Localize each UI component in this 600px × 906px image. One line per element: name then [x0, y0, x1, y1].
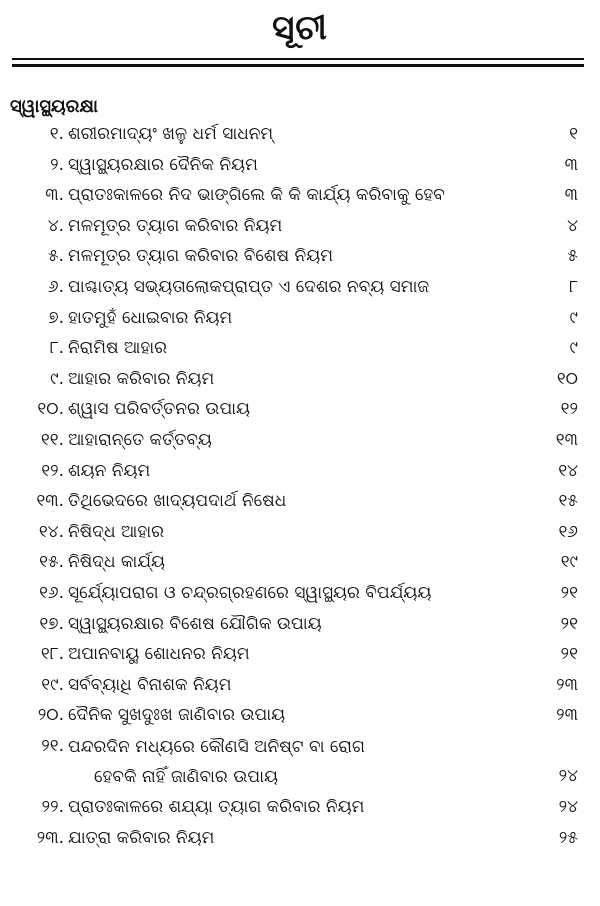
page-title: ସୂଚୀ [272, 8, 328, 48]
toc-entry-number: ୧୭. [39, 613, 64, 634]
toc-entry-page: ୧୦ [556, 368, 578, 389]
toc-entry-number: ୧୦. [37, 399, 64, 420]
toc-entry-page: ୧୩ [555, 429, 578, 450]
toc-entry-page: ୩ [564, 185, 578, 206]
toc-entry-page: ୪ [567, 215, 578, 236]
toc-entry [0, 671, 600, 702]
toc-entry-title: ନିଷିଦ୍ଧ ଆହାର [68, 521, 164, 542]
toc-entry-page: ୧୨ [560, 399, 578, 420]
toc-entry-number: ୮. [49, 338, 64, 359]
toc-entry-title: ନିଷିଦ୍ଧ କାର୍ଯ୍ୟ [68, 552, 166, 573]
toc-entry-number: ୨୦. [37, 705, 64, 726]
toc-entry-number: ୬. [47, 276, 64, 297]
toc-entry-page: ୩ [564, 154, 578, 175]
toc-entry [0, 579, 600, 610]
toc-entry-number: ୫. [47, 246, 64, 267]
toc-entry-title-line1: ପନ୍ଦରଦିନ ମଧ୍ୟରେ କୌଣସି ଅନିଷ୍ଟ ବା ରୋଗ [68, 736, 365, 757]
toc-entry-title: ମଳମୂତ୍ର ତ୍ୟାଗ କରିବାର ବିଶେଷ ନିୟମ [68, 246, 333, 267]
toc-entry-number: ୯. [50, 368, 64, 389]
toc-entry-title: ଦୈନିକ ସୁଖଦୁଃଖ ଜାଣିବାର ଉପାୟ [68, 705, 286, 726]
toc-entry-title: ଆହାରାନ୍ତେ କର୍ତ୍ତବ୍ୟ [68, 429, 212, 450]
toc-entry [0, 518, 600, 549]
toc-entry-title: ଶରୀରମାଦ୍ୟଂ ଖଳୁ ଧର୍ମ ସାଧନମ୍ [68, 124, 274, 144]
toc-entry-title: ସ୍ୱାସ୍ଥ୍ୟରକ୍ଷାର ଦୈନିକ ନିୟମ [68, 154, 258, 175]
toc-entry-page: ୨୪ [558, 765, 578, 786]
toc-entry-page: ୨୧ [560, 613, 578, 634]
toc-entry [0, 120, 600, 151]
toc-entry-number: ୧୪. [38, 521, 64, 542]
toc-entry-number: ୧୮. [40, 644, 64, 665]
toc-entry [0, 824, 600, 855]
title-rule-thin [12, 58, 584, 60]
toc-entry-title: ଶ୍ୱାସ ପରିବର୍ତ୍ତନର ଉପାୟ [68, 399, 251, 420]
toc-entry [0, 487, 600, 518]
toc-entry-page: ୨୫ [558, 827, 578, 848]
toc-entry-page: ୨୩ [556, 705, 578, 726]
toc-list [0, 120, 600, 854]
toc-entry-number: ୨୨. [41, 797, 64, 818]
toc-entry [0, 426, 600, 457]
toc-entry-number: ୨୧. [41, 735, 64, 756]
toc-entry [0, 242, 600, 273]
toc-entry-page: ୨୩ [556, 674, 578, 695]
toc-entry [0, 365, 600, 396]
toc-entry [0, 640, 600, 671]
toc-entry [0, 548, 600, 579]
toc-entry-title: ପ୍ରାତଃକାଳରେ ଶଯ୍ୟା ତ୍ୟାଗ କରିବାର ନିୟମ [68, 797, 365, 818]
toc-entry-title: ସୂର୍ଯ୍ୟୋପରାଗ ଓ ଚନ୍ଦ୍ରଗ୍ରହଣରେ ସ୍ୱାସ୍ଥ୍ୟର ବିପର୍ଯ୍ୟୟ [68, 582, 432, 603]
toc-entry-number: ୧୧. [40, 429, 64, 450]
toc-entry [0, 212, 600, 243]
toc-entry [0, 457, 600, 488]
toc-entry-title: ନିରାମିଷ ଆହାର [68, 338, 168, 359]
toc-entry-title: ସ୍ୱାସ୍ଥ୍ୟରକ୍ଷାର ବିଶେଷ ଯୌଗିକ ଉପାୟ [68, 613, 322, 634]
toc-entry-page: ୨୪ [558, 797, 578, 818]
toc-entry [0, 732, 600, 793]
toc-entry-title: ସର୍ବବ୍ୟାଧି ବିନାଶକ ନିୟମ [68, 674, 232, 695]
toc-entry-page: ୧୪ [558, 460, 578, 481]
toc-entry-title-line2: ହେବକି ନାହିଁ ଜାଣିବାର ଉପାୟ [94, 767, 278, 788]
toc-entry [0, 701, 600, 732]
toc-entry [0, 793, 600, 824]
toc-entry-page: ୧୯ [560, 552, 578, 573]
toc-entry-number: ୧୫. [39, 552, 64, 573]
toc-entry-page: ୨୧ [560, 644, 578, 665]
toc-entry-title: ମଳମୂତ୍ର ତ୍ୟାଗ କରିବାର ନିୟମ [68, 215, 283, 236]
toc-entry [0, 334, 600, 365]
toc-entry-page: ୧ [569, 124, 578, 144]
section-heading: ସ୍ୱାସ୍ଥ୍ୟରକ୍ଷା [10, 96, 99, 117]
toc-entry-title: ତିଥିଭେଦରେ ଖାଦ୍ୟପଦାର୍ଥ ନିଷେଧ [68, 491, 287, 512]
toc-entry-number: ୭. [48, 307, 64, 328]
toc-entry-number: ୪. [47, 215, 64, 236]
toc-entry-title: ହାତମୁହଁ ଧୋଇବାର ନିୟମ [68, 307, 233, 328]
title-rule-thick [12, 64, 584, 67]
toc-entry-title: ପ୍ରାତଃକାଳରେ ନିଦ ଭାଙ୍ଗିଲେ କି କି କାର୍ଯ୍ୟ କରିବାକୁ ହେବ [68, 185, 445, 206]
toc-entry-title: ପାଶ୍ଚାତ୍ୟ ସଭ୍ୟତାଲୋକପ୍ରାପ୍ତ ଏ ଦେଶର ନବ୍ୟ ସମାଜ [68, 276, 430, 297]
toc-entry-page: ୧୬ [558, 521, 578, 542]
toc-entry-number: ୧. [49, 124, 64, 144]
toc-entry [0, 610, 600, 641]
toc-entry-number: ୨୩. [36, 827, 64, 848]
toc-entry-page: ୮ [569, 276, 578, 297]
toc-entry-number: ୨. [50, 154, 64, 175]
toc-entry-page: ୯ [569, 307, 578, 328]
toc-entry [0, 151, 600, 182]
toc-entry-title: ଅପାନବାୟୁ ଶୋଧନର ନିୟମ [68, 644, 250, 665]
toc-entry-number: ୧୬. [39, 582, 64, 603]
toc-entry-title: ଶୟନ ନିୟମ [68, 460, 151, 481]
toc-entry-title: ଆହାର କରିବାର ନିୟମ [68, 368, 215, 389]
toc-entry [0, 181, 600, 212]
toc-entry-title [68, 732, 365, 793]
toc-entry-number: ୩. [45, 185, 64, 206]
toc-entry-number: ୧୯. [41, 674, 64, 695]
toc-entry [0, 304, 600, 335]
toc-entry-page: ୨୧ [560, 582, 578, 603]
toc-entry-page: ୯ [569, 338, 578, 359]
toc-entry [0, 395, 600, 426]
toc-entry-number: ୧୨. [41, 460, 64, 481]
toc-entry-page: ୫ [567, 246, 578, 267]
toc-entry [0, 273, 600, 304]
toc-entry-page: ୧୫ [558, 491, 578, 512]
toc-entry-title: ଯାତ୍ରା କରିବାର ନିୟମ [68, 827, 215, 848]
toc-entry-number: ୧୩. [36, 491, 64, 512]
